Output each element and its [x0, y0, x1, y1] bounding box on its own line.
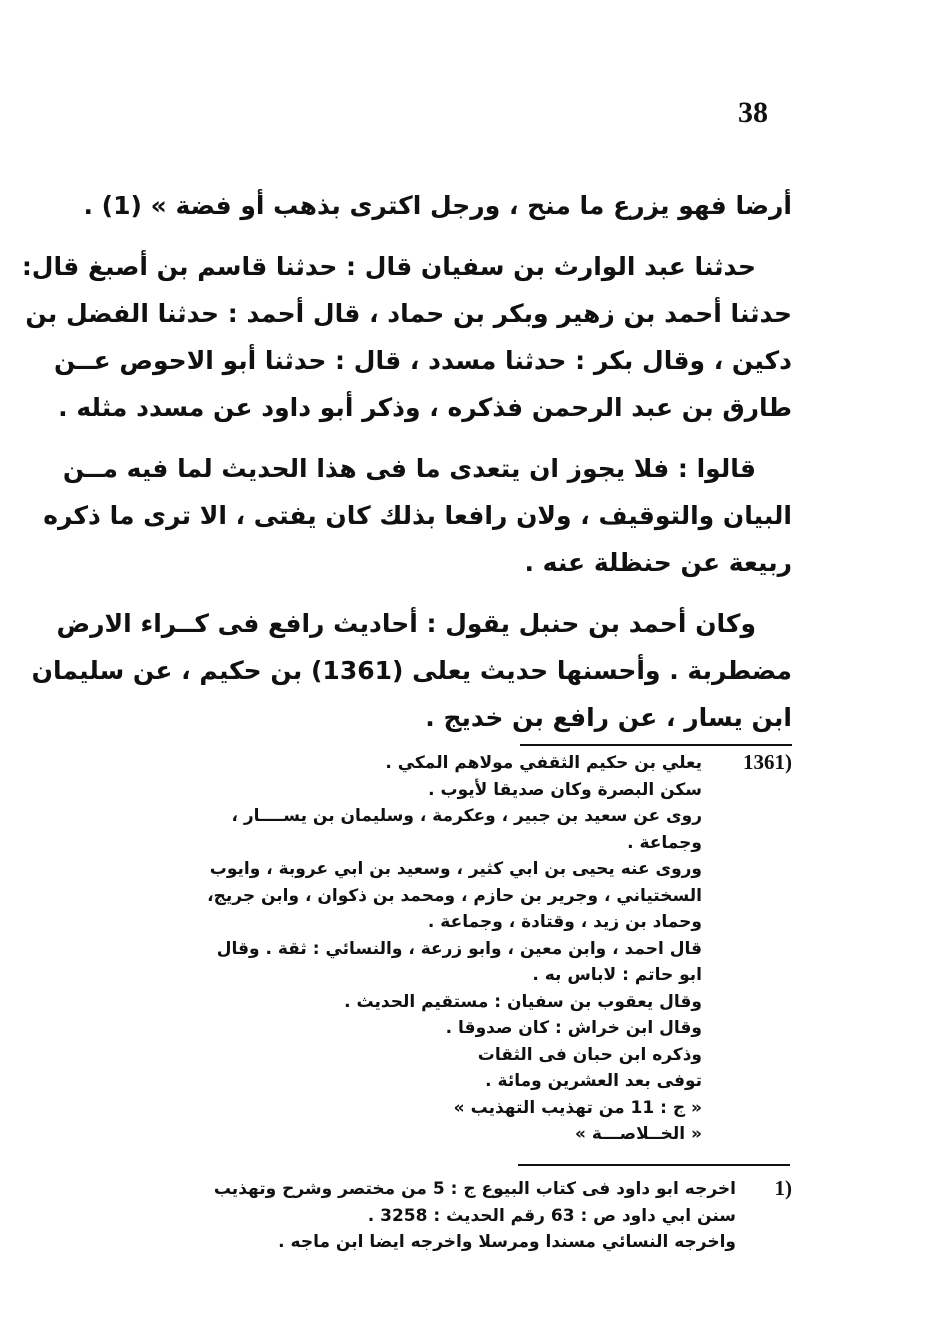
footnote-line: توفى بعد العشرين ومائة .	[485, 1071, 702, 1091]
footnote-line: « ج : 11 من تهذيب التهذيب »	[453, 1097, 702, 1118]
footnote-line: سنن ابي داود ص : 63 رقم الحديث : 3258 .	[367, 1205, 736, 1226]
text-line: دكين ، وقال بكر : حدثنا مسدد ، قال : حدثنا أبو الاحوص عــن	[54, 346, 792, 375]
paragraph-gap	[122, 229, 792, 243]
text-line: البيان والتوقيف ، ولان رافعا بذلك كان يفتى ، الا ترى ما ذكره	[43, 501, 792, 530]
footnote-line: روى عن سعيد بن جبير ، وعكرمة ، وسليمان بن يســــار ،	[231, 806, 702, 826]
footnote-line: وذكره ابن حبان فى الثقات	[477, 1044, 702, 1065]
main-body-text	[21, 182, 792, 741]
footnote-separator-rule	[518, 1164, 790, 1166]
page-number: 38	[738, 96, 768, 129]
footnote-line: « الخــلاصـــة »	[575, 1124, 702, 1144]
footnote-marker: 1361)	[743, 750, 792, 774]
footnote-line: وقال ابن خراش : كان صدوقا .	[445, 1018, 702, 1038]
paragraph-gap	[122, 431, 792, 445]
text-line: طارق بن عبد الرحمن فذكره ، وذكر أبو داود عن مسدد مثله .	[58, 393, 792, 422]
footnote-body	[122, 1176, 736, 1256]
footnote-line: وروى عنه يحيى بن ابي كثير ، وسعيد بن ابي عروبة ، وايوب	[209, 859, 702, 879]
footnote-line: ابو حاتم : لاباس به .	[532, 965, 702, 985]
footnote-separator-rule	[520, 744, 792, 746]
footnote-1	[122, 1176, 792, 1256]
footnote-line: السختياني ، وجرير بن حازم ، ومحمد بن ذكوان ، وابن جريج،	[207, 885, 702, 906]
footnote-line: سكن البصرة وكان صديقا لأيوب .	[428, 779, 702, 800]
text-line: أرضا فهو يزرع ما منح ، ورجل اكترى بذهب أو فضة » (1) .	[83, 191, 792, 220]
footnote-1361	[122, 750, 792, 1148]
footnote-marker: 1)	[774, 1176, 792, 1200]
footnote-line: وقال يعقوب بن سفيان : مستقيم الحديث .	[344, 991, 702, 1012]
text-line: حدثنا عبد الوارث بن سفيان قال : حدثنا قاسم بن أصبغ قال:	[21, 252, 756, 281]
text-line: ربيعة عن حنظلة عنه .	[524, 548, 792, 577]
footnote-line: وحماد بن زيد ، وقتادة ، وجماعة .	[427, 912, 702, 932]
footnote-line: يعلي بن حكيم الثقفي مولاهم المكي .	[385, 753, 702, 773]
footnote-body	[122, 750, 702, 1148]
text-line: قالوا : فلا يجوز ان يتعدى ما فى هذا الحديث لما فيه مــن	[62, 454, 756, 483]
paragraph-gap	[122, 586, 792, 600]
footnote-line: قال احمد ، وابن معين ، وابو زرعة ، والنسائي : ثقة . وقال	[216, 938, 702, 959]
footnote-line: وجماعة .	[627, 832, 702, 853]
text-line: ابن يسار ، عن رافع بن خديج .	[425, 703, 792, 732]
footnote-line: واخرجه النسائي مسندا ومرسلا واخرجه ايضا ابن ماجه .	[278, 1232, 736, 1252]
text-line: وكان أحمد بن حنبل يقول : أحاديث رافع فى كــراء الارض	[56, 609, 756, 638]
text-line: حدثنا أحمد بن زهير وبكر بن حماد ، قال أحمد : حدثنا الفضل بن	[25, 299, 792, 328]
footnote-line: اخرجه ابو داود فى كتاب البيوع ج : 5 من مختصر وشرح وتهذيب	[213, 1179, 736, 1199]
text-line: مضطربة . وأحسنها حديث يعلى (1361) بن حكيم ، عن سليمان	[31, 656, 792, 685]
